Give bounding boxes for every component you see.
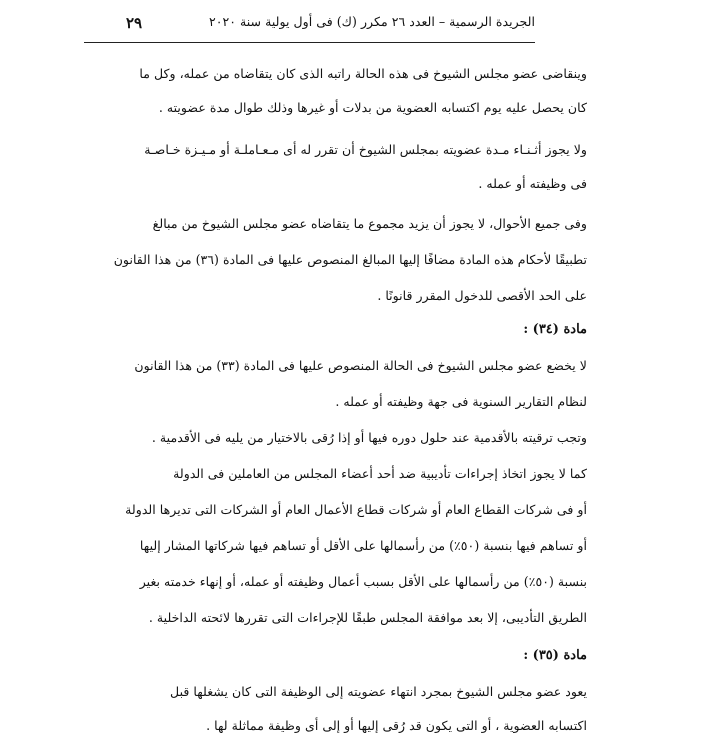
text-line: وينقاضى عضو مجلس الشيوخ فى هذه الحالة راتبه الذى كان يتقاضاه من عمله، وكل ما — [139, 66, 587, 81]
text-line: تطبيقًا لأحكام هذه المادة مضافًا إليها المبالغ المنصوص عليها فى المادة (٣٦) من هذا القانون — [113, 252, 587, 267]
text-line: على الحد الأقصى للدخول المقرر قانونًا . — [377, 288, 587, 303]
text-line: فى وظيفته أو عمله . — [478, 176, 587, 191]
text-line: وفى جميع الأحوال، لا يجوز أن يزيد مجموع ما يتقاضاه عضو مجلس الشيوخ من مبالغ — [152, 216, 587, 231]
text-line: الطريق التأديبى، إلا بعد موافقة المجلس طبقًا للإجراءات التى تقررها لائحته الداخلية . — [148, 610, 587, 625]
page-header — [84, 8, 535, 43]
text-line: أو فى شركات القطاع العام أو شركات قطاع الأعمال العام أو الشركات التى تديرها الدولة — [125, 502, 587, 517]
text-line: أو تساهم فيها بنسبة (٥٠٪) من رأسمالها على الأقل أو تساهم فيها شركاتها المشار إليها — [139, 538, 587, 553]
text-line: وتجب ترقيته بالأقدمية عند حلول دوره فيها أو إذا رُقى بالاختيار من يليه فى الأقدمية . — [151, 430, 587, 445]
text-line: ولا يجوز أثـنـاء مـدة عضويته بمجلس الشيوخ أن تقرر له أى مـعـاملـة أو مـيـزة خـاصـة — [144, 142, 587, 157]
text-line: اكتسابه العضوية ، أو التى يكون قد رُقى إليها أو إلى أى وظيفة مماثلة لها . — [206, 718, 587, 733]
text-line: لنظام التقارير السنوية فى جهة وظيفته أو عمله . — [335, 394, 587, 409]
article-heading: مادة (٣٤) : — [523, 322, 587, 337]
text-line: بنسبة (٥٠٪) من رأسمالها على الأقل بسبب أعمال وظيفته أو عمله، أو إنهاء خدمته بغير — [139, 574, 587, 589]
text-line: لا يخضع عضو مجلس الشيوخ فى الحالة المنصوص عليها فى المادة (٣٣) من هذا القانون — [134, 358, 587, 373]
article-heading: مادة (٣٥) : — [523, 648, 587, 663]
page-number: ٢٩ — [126, 14, 143, 32]
header-title: الجريدة الرسمية – العدد ٢٦ مكرر (ك) فى أول يولية سنة ٢٠٢٠ — [208, 14, 535, 29]
text-line: يعود عضو مجلس الشيوخ بمجرد انتهاء عضويته إلى الوظيفة التى كان يشغلها قبل — [170, 684, 587, 699]
text-line: كما لا يجوز اتخاذ إجراءات تأديبية ضد أحد أعضاء المجلس من العاملين فى الدولة — [173, 466, 587, 481]
text-line: كان يحصل عليه يوم اكتسابه العضوية من بدلات أو غيرها وذلك طوال مدة عضويته . — [158, 100, 587, 115]
